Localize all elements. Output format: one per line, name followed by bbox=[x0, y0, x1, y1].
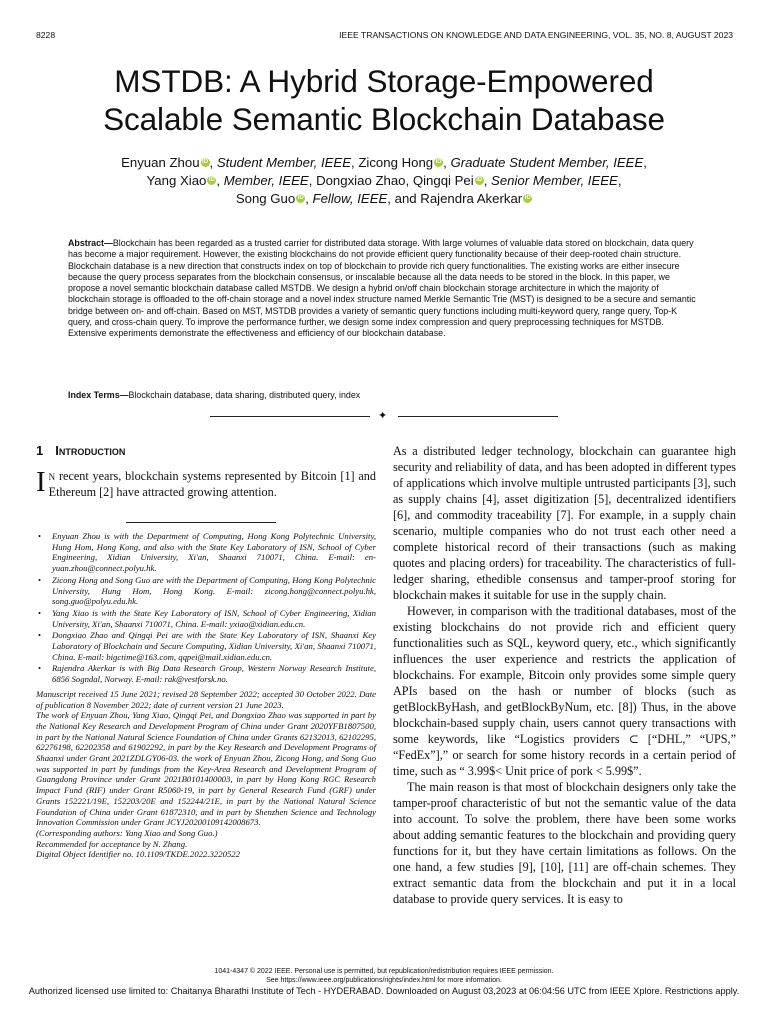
copyright-line: 1041-4347 © 2022 IEEE. Personal use is permitted, but republication/redistribution requires IEEE permission. bbox=[214, 968, 554, 975]
intro-paragraph bbox=[36, 468, 376, 500]
section-number: 1 bbox=[36, 443, 44, 458]
doi-note[interactable]: Digital Object Identifier no. 10.1109/TKDE.2022.3220522 bbox=[36, 849, 240, 860]
journal-header: IEEE TRANSACTIONS ON KNOWLEDGE AND DATA ENGINEERING, VOL. 35, NO. 8, AUGUST 2023 bbox=[339, 30, 733, 40]
author-name: Yang Xiao bbox=[146, 173, 207, 188]
author-role: Fellow, IEEE bbox=[312, 191, 388, 206]
manuscript-note: Manuscript received 15 June 2021; revised 28 September 2022; accepted 30 October 2022. Date of publication 8 November 2022; date of current version 21 June 2023. bbox=[36, 688, 376, 710]
author-role: Student Member, IEEE bbox=[216, 155, 352, 170]
orcid-icon[interactable]: iD bbox=[297, 195, 304, 201]
title-line-2: Scalable Semantic Blockchain Database bbox=[103, 101, 665, 137]
author-role: Senior Member, IEEE bbox=[491, 173, 618, 188]
divider-line bbox=[210, 416, 370, 417]
footnote-item: • Rajendra Akerkar is with Big Data Research Group, Western Norway Research Institute, 6856 Sogndal, Norway. E-mail: rak@vestforsk.no. bbox=[36, 663, 376, 684]
section-title: Introduction bbox=[55, 443, 126, 458]
body-paragraph: The main reason is that most of blockchain designers only take the tamper-proof characteristic of but not the semantic value of the data into account. To solve the problem, there have been some works about adding semantic features to the blockchain and providing query functions for it, but they have certain limitations as follows. On the one hand, a few studies [9], [10], [11] are off-chain schemes. They extract semantic data from the blockchain and put it in a local database to provide query services. It is easy to bbox=[393, 780, 736, 906]
funding-note: The work of Enyuan Zhou, Yang Xiao, Qingqi Pei, and Dongxiao Zhao was supported in part by the National Key Research and Development Program of China under Grant 2020YFB1807500, in part by the National Natural Science Foundation of China under Grants 62132013, 62102295, 62276198, 62202358 and 61902292, in part by the Key Research and Development Programs of Shaanxi under Grant 2021ZDLGY06-03. the work of Enyuan Zhou, Zicong Hong, and Song Guo was supported in part by fundings from the Key-Area Research and Development Program of Guangdong Province under Grant 2021B0101400003, in part by Hong Kong RGC Research Impact Fund (RIF) under Grant R5060-19, in part by General Research Fund (GRF) under Grants 152221/19E, 152203/20E and 152244/21E, in part by the National Natural Science Foundation of China under Grant 61872310, and in part by Shenzhen Science and Technology Innovation Commission under Grant JCYJ20200109142008673. bbox=[36, 710, 376, 828]
body-paragraph: However, in comparison with the traditional databases, most of the existing blockchains do not provide rich and efficient query functionalities such as SQL, keyword query, etc., which significantly influences the user experience and restricts the application of blockchains. For example, Bitcoin only provides some simple query APIs based on the hash or number of blocks (such as getBlockByHash, and getBlockByNum, etc. [8]) Thus, in the above blockchain-based supply chain, users cannot query transactions with some keywords, like “Logistics providers ⊂ [“DHL,” “UPS,” “FedEx”],” or search for some history records in a certain period of time, such as “ 3.99$< Unit price of pork < 5.99$”. bbox=[393, 604, 736, 778]
index-terms: Index Terms—Blockchain database, data sharing, distributed query, index bbox=[68, 390, 361, 400]
recommended-note: Recommended for acceptance by N. Zhang. bbox=[36, 838, 188, 849]
intro-text: recent years, blockchain systems represented by Bitcoin [1] and Ethereum [2] have attracted growing attention. bbox=[48, 469, 376, 499]
author-name: Dongxiao Zhao bbox=[316, 173, 406, 188]
copyright-notice bbox=[0, 967, 768, 985]
section-heading bbox=[36, 443, 376, 458]
footnote-item: • Zicong Hong and Song Guo are with the Department of Computing, Hong Kong Polytechnic University, Hung Hom, Hong Kong. E-mail: zicong.hong@connect.polyu.hk, song.guo@polyu.edu.hk. bbox=[36, 575, 376, 607]
body-paragraph: As a distributed ledger technology, blockchain can guarantee high security and reliability of data, and has been adopted in different types of applications which involve multiple untrusted participants [3], such as supply chains [4], asset digitization [5], decentralized identifiers [6], and commodity traceability [7]. For example, in a supply chain scenario, multiple companies who do not trust each other need a complete historical record of their transactions (such as making quotes and placing orders) for traceability. The characteristics of full-ledger sharing, ethedible consensus and tamper-proof storing for blockchain makes it suitable for use in the supply chain. bbox=[393, 444, 736, 602]
orcid-icon[interactable]: iD bbox=[524, 195, 531, 201]
orcid-icon[interactable]: iD bbox=[476, 177, 483, 183]
paper-title bbox=[20, 62, 748, 138]
index-terms-label: Index Terms bbox=[68, 390, 120, 400]
author-name: Rajendra Akerkar bbox=[420, 191, 523, 206]
footnote-item: • Yang Xiao is with the State Key Laboratory of ISN, School of Cyber Engineering, Xidian University, Xi'an, Shaanxi 710071, China. E-mail: yxiao@xidian.edu.cn. bbox=[36, 608, 376, 629]
footnote-item: • Dongxiao Zhao and Qingqi Pei are with the State Key Laboratory of ISN, Shaanxi Key Laboratory of Blockchain and Secure Computing, Xidian University, Xi'an, Shaanxi 710071, China. E-mail: bigctime@163.com, qqpei@mail.xidian.edu.cn. bbox=[36, 630, 376, 662]
rights-link[interactable]: See https://www.ieee.org/publications/rights/index.html for more information. bbox=[266, 977, 502, 984]
title-line-1: MSTDB: A Hybrid Storage-Empowered bbox=[114, 63, 654, 99]
section-divider bbox=[210, 410, 558, 422]
footnote-item: • Enyuan Zhou is with the Department of Computing, Hong Kong Polytechnic University, Hung Hom, Hong Kong, and also with the State Key Laboratory of ISN, School of Cyber Engineering, Xidian University, Xi'an, Shaanxi 710071, China. E-mail: en-yuan.zhou@connect.polyu.hk. bbox=[36, 531, 376, 574]
affiliation-footnotes bbox=[36, 531, 376, 685]
author-name: Song Guo bbox=[235, 191, 296, 206]
index-terms-text: Blockchain database, data sharing, distributed query, index bbox=[128, 390, 361, 400]
lead-word: n bbox=[48, 469, 56, 483]
page-number: 8228 bbox=[36, 30, 56, 40]
orcid-icon[interactable]: iD bbox=[435, 159, 442, 165]
author-name: Qingqi Pei bbox=[412, 173, 474, 188]
abstract-label: Abstract bbox=[68, 238, 105, 248]
author-role: Graduate Student Member, IEEE bbox=[450, 155, 644, 170]
author-role: Member, IEEE bbox=[223, 173, 309, 188]
author-name: Enyuan Zhou bbox=[121, 155, 200, 170]
divider-line bbox=[398, 416, 558, 417]
orcid-icon[interactable]: iD bbox=[208, 177, 215, 183]
right-column bbox=[393, 443, 736, 907]
author-list: Enyuan Zhou iD , Student Member, IEEE, Zicong Hong iD , Graduate Student Member, IEEE, Yang Xiao iD , Member, IEEE, Dongxiao Zhao, Qingqi Pei iD , Senior Member, IEEE, Song Guo iD , Fellow, IEEE, and Rajendra Akerkar iD bbox=[121, 155, 647, 206]
corresponding-note: (Corresponding authors: Yang Xiao and Song Guo.) bbox=[36, 827, 218, 838]
abstract: Abstract—Blockchain has been regarded as a trusted carrier for distributed data storage. With large volumes of valuable data stored on blockchain, data query has become a major requirement. However, the existing blockchains do not provide efficient query functionality because of their deep-rooted chain structure. Blockchain database is a new direction that constructs index on top of blockchain to provide rich query functionalities. The existing works are either insecure because the query process separates from the blockchain consensus, or inscalable because all the data needs to be stored in the block. In this paper, we propose a novel semantic blockchain database called MSTDB. We design a hybrid on/off chain blockchain storage architecture in which the majority of blockchain storage is offloaded to the off-chain storage and a novel index structure named Merkle Semantic Trie (MST) is designed to be a secure and semantic bridge between on- and off-chain. Based on MST, MSTDB provides a variety of semantic query functions including multi-keyword query, range query, Top-K query, and cross-chain query. To improve the performance further, we design some index compression and query preprocessing techniques for MSTDB. Extensive experiments demonstrate the effectiveness and efficiency of our blockchain database. bbox=[68, 238, 696, 339]
orcid-icon[interactable]: iD bbox=[202, 159, 209, 165]
left-column bbox=[36, 443, 376, 860]
abstract-text: Blockchain has been regarded as a trusted carrier for distributed data storage. With large volumes of valuable data stored on blockchain, data query has become a major requirement. However, the existing blockchains do not provide efficient query functionality because of their deep-rooted chain structure. Blockchain database is a new direction that constructs index on top of blockchain to provide rich query functionalities. The existing works are either insecure because the query process separates from the blockchain consensus, or inscalable because all the data needs to be stored in the block. In this paper, we propose a novel semantic blockchain database called MSTDB. We design a hybrid on/off chain blockchain storage architecture in which the majority of blockchain storage is offloaded to the off-chain storage and a novel index structure named Merkle Semantic Trie (MST) is designed to be a secure and semantic bridge between on- and off-chain. Based on MST, MSTDB provides a variety of semantic query functions including multi-keyword query, range query, Top-K query, and cross-chain query. To improve the performance further, we design some index compression and query preprocessing techniques for MSTDB. Extensive experiments demonstrate the effectiveness and efficiency of our blockchain database. bbox=[68, 238, 696, 339]
divider-diamond-icon: ✦ bbox=[378, 410, 388, 422]
license-banner: Authorized licensed use limited to: Chaitanya Bharathi Institute of Tech - HYDERABAD. Downloaded on August 03,2023 at 06:04:56 UTC from IEEE Xplore. Restrictions apply. bbox=[28, 986, 740, 996]
footnote-rule bbox=[126, 522, 276, 523]
drop-cap: I bbox=[36, 466, 46, 498]
running-head bbox=[36, 30, 733, 44]
author-name: Zicong Hong bbox=[358, 155, 434, 170]
